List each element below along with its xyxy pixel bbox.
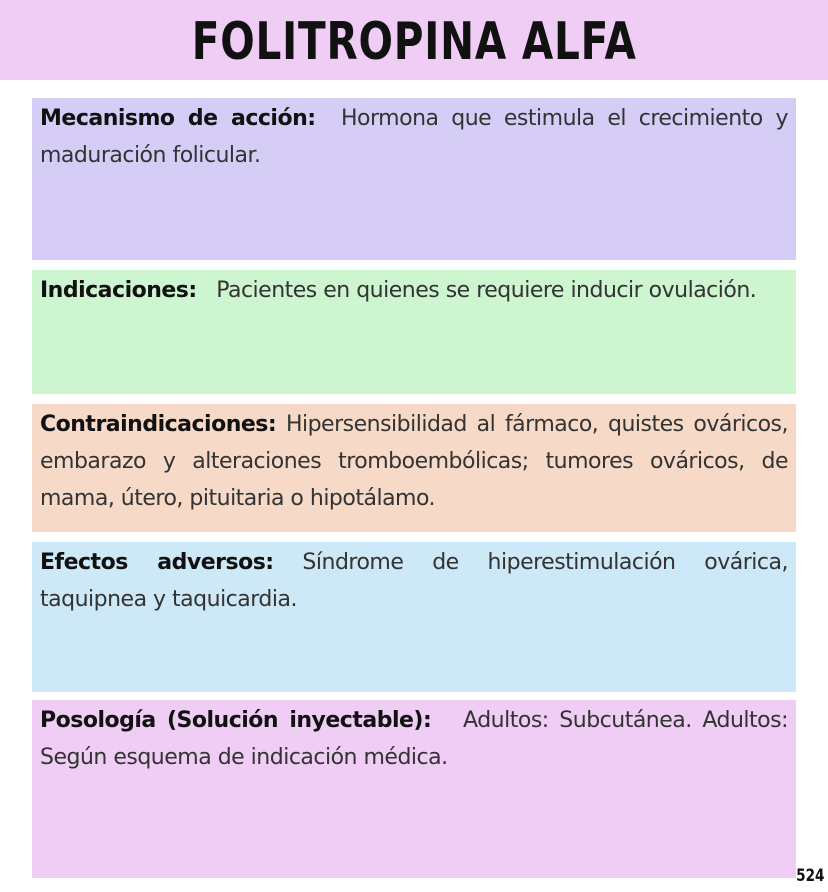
- section-text: Adultos: Subcutánea. Adultos: Según esquema de indicación médica.: [40, 708, 788, 770]
- section-label: Mecanismo de acción:: [40, 106, 316, 131]
- title-bar: [0, 0, 828, 80]
- section-label: Efectos adversos:: [40, 550, 274, 575]
- section-text: Síndrome de hiperestimulación ovárica, taquipnea y taquicardia.: [40, 550, 788, 612]
- section-text: Pacientes en quienes se requiere inducir ovulación.: [216, 278, 757, 303]
- section-label: Posología (Solución inyectable):: [40, 708, 432, 733]
- page-number: 524: [795, 866, 824, 886]
- section-label: Contraindicaciones:: [40, 412, 277, 437]
- section-mecanismo-de-accion: [32, 98, 796, 260]
- section-indicaciones: [32, 270, 796, 394]
- section-posologia: [32, 700, 796, 878]
- section-text: Hormona que estimula el crecimiento y maduración folicular.: [40, 106, 788, 168]
- section-text: Hipersensibilidad al fármaco, quistes ováricos, embarazo y alteraciones tromboembólicas; tumores ováricos, de mama, útero, pituitaria o hipotálamo.: [40, 412, 788, 511]
- section-contraindicaciones: [32, 404, 796, 532]
- section-label: Indicaciones:: [40, 278, 197, 303]
- page-title: FOLITROPINA ALFA: [191, 12, 637, 72]
- section-efectos-adversos: [32, 542, 796, 692]
